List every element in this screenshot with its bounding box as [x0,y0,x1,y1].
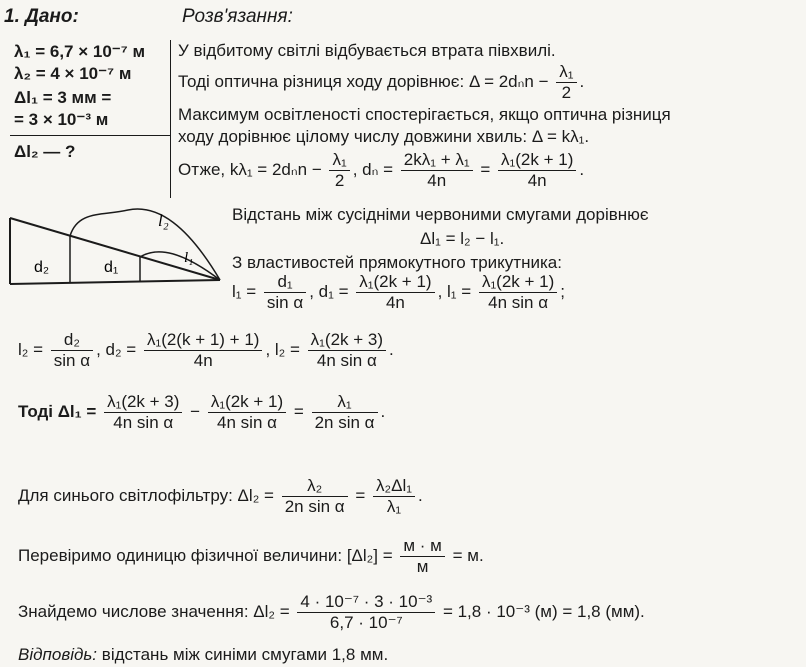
denominator: 4n sin α [316,351,377,370]
text: = м. [452,545,484,565]
numerator: d₁ [264,272,306,293]
given-vertical-divider [170,40,171,198]
denominator: 4n [193,351,213,370]
fraction [264,272,306,313]
solution-text: Максимум освітленості спостерігається, якщо оптична різниця [178,105,671,124]
numerator: м · м [400,536,444,557]
given-line: = 3 × 10⁻³ м [14,110,109,129]
denominator: 4n sin α [488,293,549,312]
denominator: м [416,557,429,576]
denominator: 2n sin α [314,413,375,432]
solution-text: ходу дорівнює цілому числу довжини хвиль: Δ = kλ₁. [178,127,590,146]
equals: = [293,401,304,421]
solution-text: Відстань між сусідніми червоними смугами дорівнює [232,205,649,224]
solution-text: З властивостей прямокутного трикутника: [232,253,562,272]
fraction [208,392,286,433]
equals: = [480,159,491,179]
denominator: 2n sin α [284,497,345,516]
text: Перевіримо одиницю фізичної величини: [Δl₂] = [18,545,393,565]
numerator: d₂ [51,330,93,351]
given-divider [10,135,170,136]
denominator: sin α [266,293,304,312]
numerator: λ₂Δl₁ [373,476,415,497]
answer-label: Відповідь: [18,645,98,664]
fraction [308,330,386,371]
text: l₁ = [232,281,257,301]
text: . [380,401,386,421]
solution-line-2: Тоді оптична різниця ходу дорівнює: Δ = 2dₙn − $\frac{\text{λ₁}}{2}$ . [178,62,585,102]
numerator: λ₁(2k + 1) [498,150,576,171]
formula-line: Δl₁ = l₂ − l₁. [420,229,505,248]
fraction [373,476,415,517]
denominator: λ₁ [386,497,402,516]
fraction [312,392,378,433]
numerator: λ₁(2(k + 1) + 1) [144,330,263,351]
fraction [282,476,348,517]
numerator: λ₁ [556,62,576,83]
text: l₂ = [18,339,44,359]
label-d1: d₁ [104,259,119,276]
numerator: λ₁(2k + 1) [208,392,286,413]
numerator: λ₁ [312,392,378,413]
numerator: 2kλ₁ + λ₁ [401,150,473,171]
text: . [417,485,423,505]
label-l2: l₂ [158,211,169,230]
fraction [104,392,182,433]
formula-row-3 [18,392,385,433]
text: Тоді Δl₁ = [18,401,97,421]
fraction [356,272,434,313]
text: ; [560,281,566,301]
denominator: 6,7 · 10⁻⁷ [329,613,403,632]
text: Для синього світлофільтру: Δl₂ = [18,485,274,505]
wedge-diagram [8,196,224,292]
numerator: λ₁(2k + 3) [308,330,386,351]
numerator: 4 · 10⁻⁷ · 3 · 10⁻³ [297,592,435,613]
solution-text: У відбитому світлі відбувається втрата півхвилі. [178,41,556,60]
fraction [401,150,473,191]
answer-line [18,644,388,666]
numerator: λ₁(2k + 1) [479,272,557,293]
given-line: λ₁ = 6,7 × 10⁻⁷ м [14,42,146,61]
fraction [329,150,349,191]
formula-row-4 [18,476,423,517]
formula-row-5 [18,536,484,577]
text: , d₂ = [96,339,137,359]
minus: − [190,401,201,421]
denominator: 4n [427,171,447,190]
given-line: Δl₁ = 3 мм = [14,88,112,107]
numerator: λ₁(2k + 1) [356,272,434,293]
l2-brace [70,209,220,280]
numerator: λ₁ [329,150,349,171]
solution-line-4: Отже, kλ₁ = 2dₙn − $\frac{\text{λ₁}}{2}$ , dₙ = $\frac{\text{2kλ₁ + λ₁}}{4n}$ = $\frac{\text{λ₁(2k + 1)}}{4n}$ . [178,150,585,190]
numerator: λ₁(2k + 3) [104,392,182,413]
denominator: 4n [527,171,547,190]
text: Отже, kλ₁ = 2dₙn − [178,159,322,179]
label-d2: d₂ [34,259,50,276]
formula-row-2 [18,330,394,371]
fraction [144,330,263,371]
text: = 1,8 · 10⁻³ (м) = 1,8 (мм). [442,601,645,621]
denominator: 4n sin α [217,413,277,432]
given-heading: 1. Дано: [4,6,79,27]
find-line: Δl₂ — ? [14,142,76,161]
solution-heading: Розв'язання: [182,6,293,27]
answer-text: відстань між синіми смугами 1,8 мм. [101,645,389,664]
denominator: sin α [53,351,91,370]
fraction [479,272,557,313]
formula: Δ = 2dₙn − [468,71,549,91]
text: , d₁ = [309,281,349,301]
fraction [51,330,93,371]
formula-row-6 [18,592,645,633]
fraction [498,150,576,191]
equals: = [355,485,366,505]
denominator: 4n [385,293,405,312]
text: Тоді оптична різниця ходу дорівнює: [178,71,465,91]
text: , dₙ = [352,159,394,179]
formula-row-1 [232,272,565,313]
denominator: 2 [561,83,572,102]
denominator: 4n sin α [113,413,174,432]
text: , l₁ = [437,281,472,301]
text: , l₂ = [265,339,300,359]
fraction [297,592,435,633]
wedge-bottom-edge [10,280,220,284]
label-l1: l₁ [184,250,194,266]
numerator: λ₂ [282,476,348,497]
fraction [556,62,576,103]
text: . [389,339,394,359]
fraction [400,536,444,577]
text: Знайдемо числове значення: Δl₂ = [18,601,290,621]
denominator: 2 [334,171,345,190]
given-line: λ₂ = 4 × 10⁻⁷ м [14,64,132,83]
